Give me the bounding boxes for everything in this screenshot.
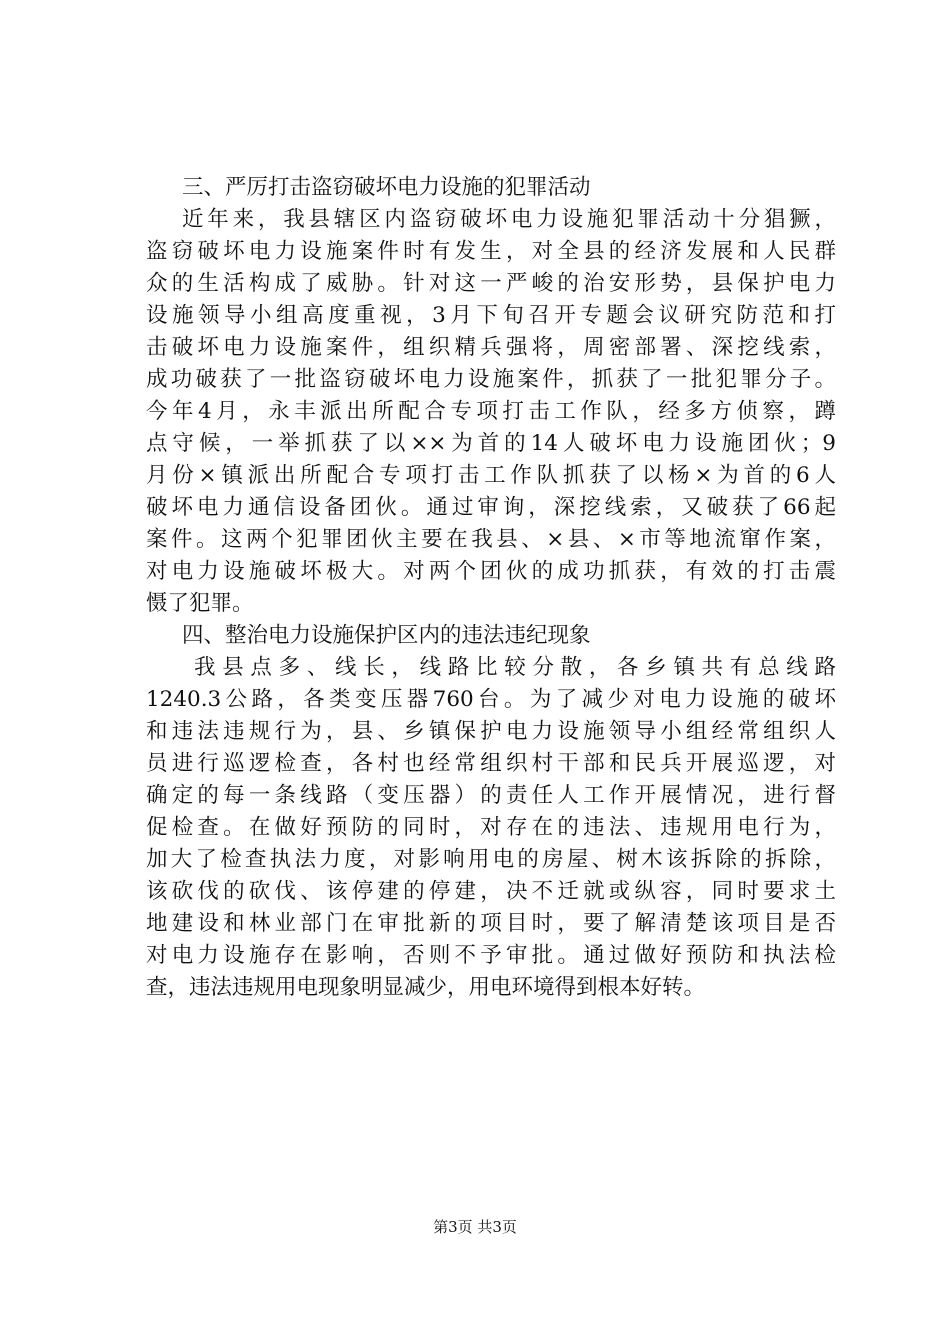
- section-3-line: 月份×镇派出所配合专项打击工作队抓获了以杨×为首的6人: [146, 463, 836, 488]
- section-4-line: 确定的每一条线路（变压器）的责任人工作开展情况，进行督: [146, 783, 836, 808]
- section-4-line: 加大了检查执法力度，对影响用电的房屋、树木该拆除的拆除，: [146, 847, 836, 872]
- section-4-line: 该砍伐的砍伐、该停建的停建，决不迁就或纵容，同时要求土: [146, 879, 836, 904]
- section-3-line: 众的生活构成了威胁。针对这一严峻的治安形势，县保护电力: [146, 271, 836, 296]
- section-4-line: 和违法违规行为，县、乡镇保护电力设施领导小组经常组织人: [146, 719, 836, 744]
- section-3-line: 近年来，我县辖区内盗窃破坏电力设施犯罪活动十分猖獗，: [182, 207, 836, 232]
- section-3-line: 案件。这两个犯罪团伙主要在我县、×县、×市等地流窜作案，: [146, 527, 836, 552]
- section-3-line: 今年4月，永丰派出所配合专项打击工作队，经多方侦察，蹲: [146, 399, 836, 424]
- section-4-heading: 四、整治电力设施保护区内的违法违纪现象: [182, 623, 591, 648]
- section-4-line: 对电力设施存在影响，否则不予审批。通过做好预防和执法检: [146, 943, 836, 968]
- section-4-line: 地建设和林业部门在审批新的项目时，要了解清楚该项目是否: [146, 911, 836, 936]
- section-3-line: 破坏电力通信设备团伙。通过审询，深挖线索，又破获了66起: [146, 495, 836, 520]
- section-4-line: 员进行巡逻检查，各村也经常组织村干部和民兵开展巡逻，对: [146, 751, 836, 776]
- section-4-line: 查，违法违规用电现象明显减少，用电环境得到根本好转。: [146, 975, 706, 1000]
- section-3-line: 击破坏电力设施案件，组织精兵强将，周密部署、深挖线索，: [146, 335, 836, 360]
- page-number-footer: 第3页 共3页: [433, 1218, 517, 1236]
- section-4-line: 1240.3公路，各类变压器760台。为了减少对电力设施的破坏: [146, 687, 836, 712]
- section-3-line: 成功破获了一批盗窃破坏电力设施案件，抓获了一批犯罪分子。: [146, 367, 836, 392]
- section-4-line: 我县点多、线长，线路比较分散，各乡镇共有总线路: [194, 655, 836, 680]
- section-3-line: 对电力设施破坏极大。对两个团伙的成功抓获，有效的打击震: [146, 559, 836, 584]
- section-3-line: 点守候，一举抓获了以××为首的14人破坏电力设施团伙；9: [146, 431, 836, 456]
- document-body: [146, 172, 836, 1004]
- section-3-line: 盗窃破坏电力设施案件时有发生，对全县的经济发展和人民群: [146, 239, 836, 264]
- section-4-line: 促检查。在做好预防的同时，对存在的违法、违规用电行为，: [146, 815, 836, 840]
- section-3-heading: 三、严厉打击盗窃破坏电力设施的犯罪活动: [182, 175, 591, 200]
- section-3-line: 慑了犯罪。: [146, 591, 254, 616]
- section-3-line: 设施领导小组高度重视，3月下旬召开专题会议研究防范和打: [146, 303, 836, 328]
